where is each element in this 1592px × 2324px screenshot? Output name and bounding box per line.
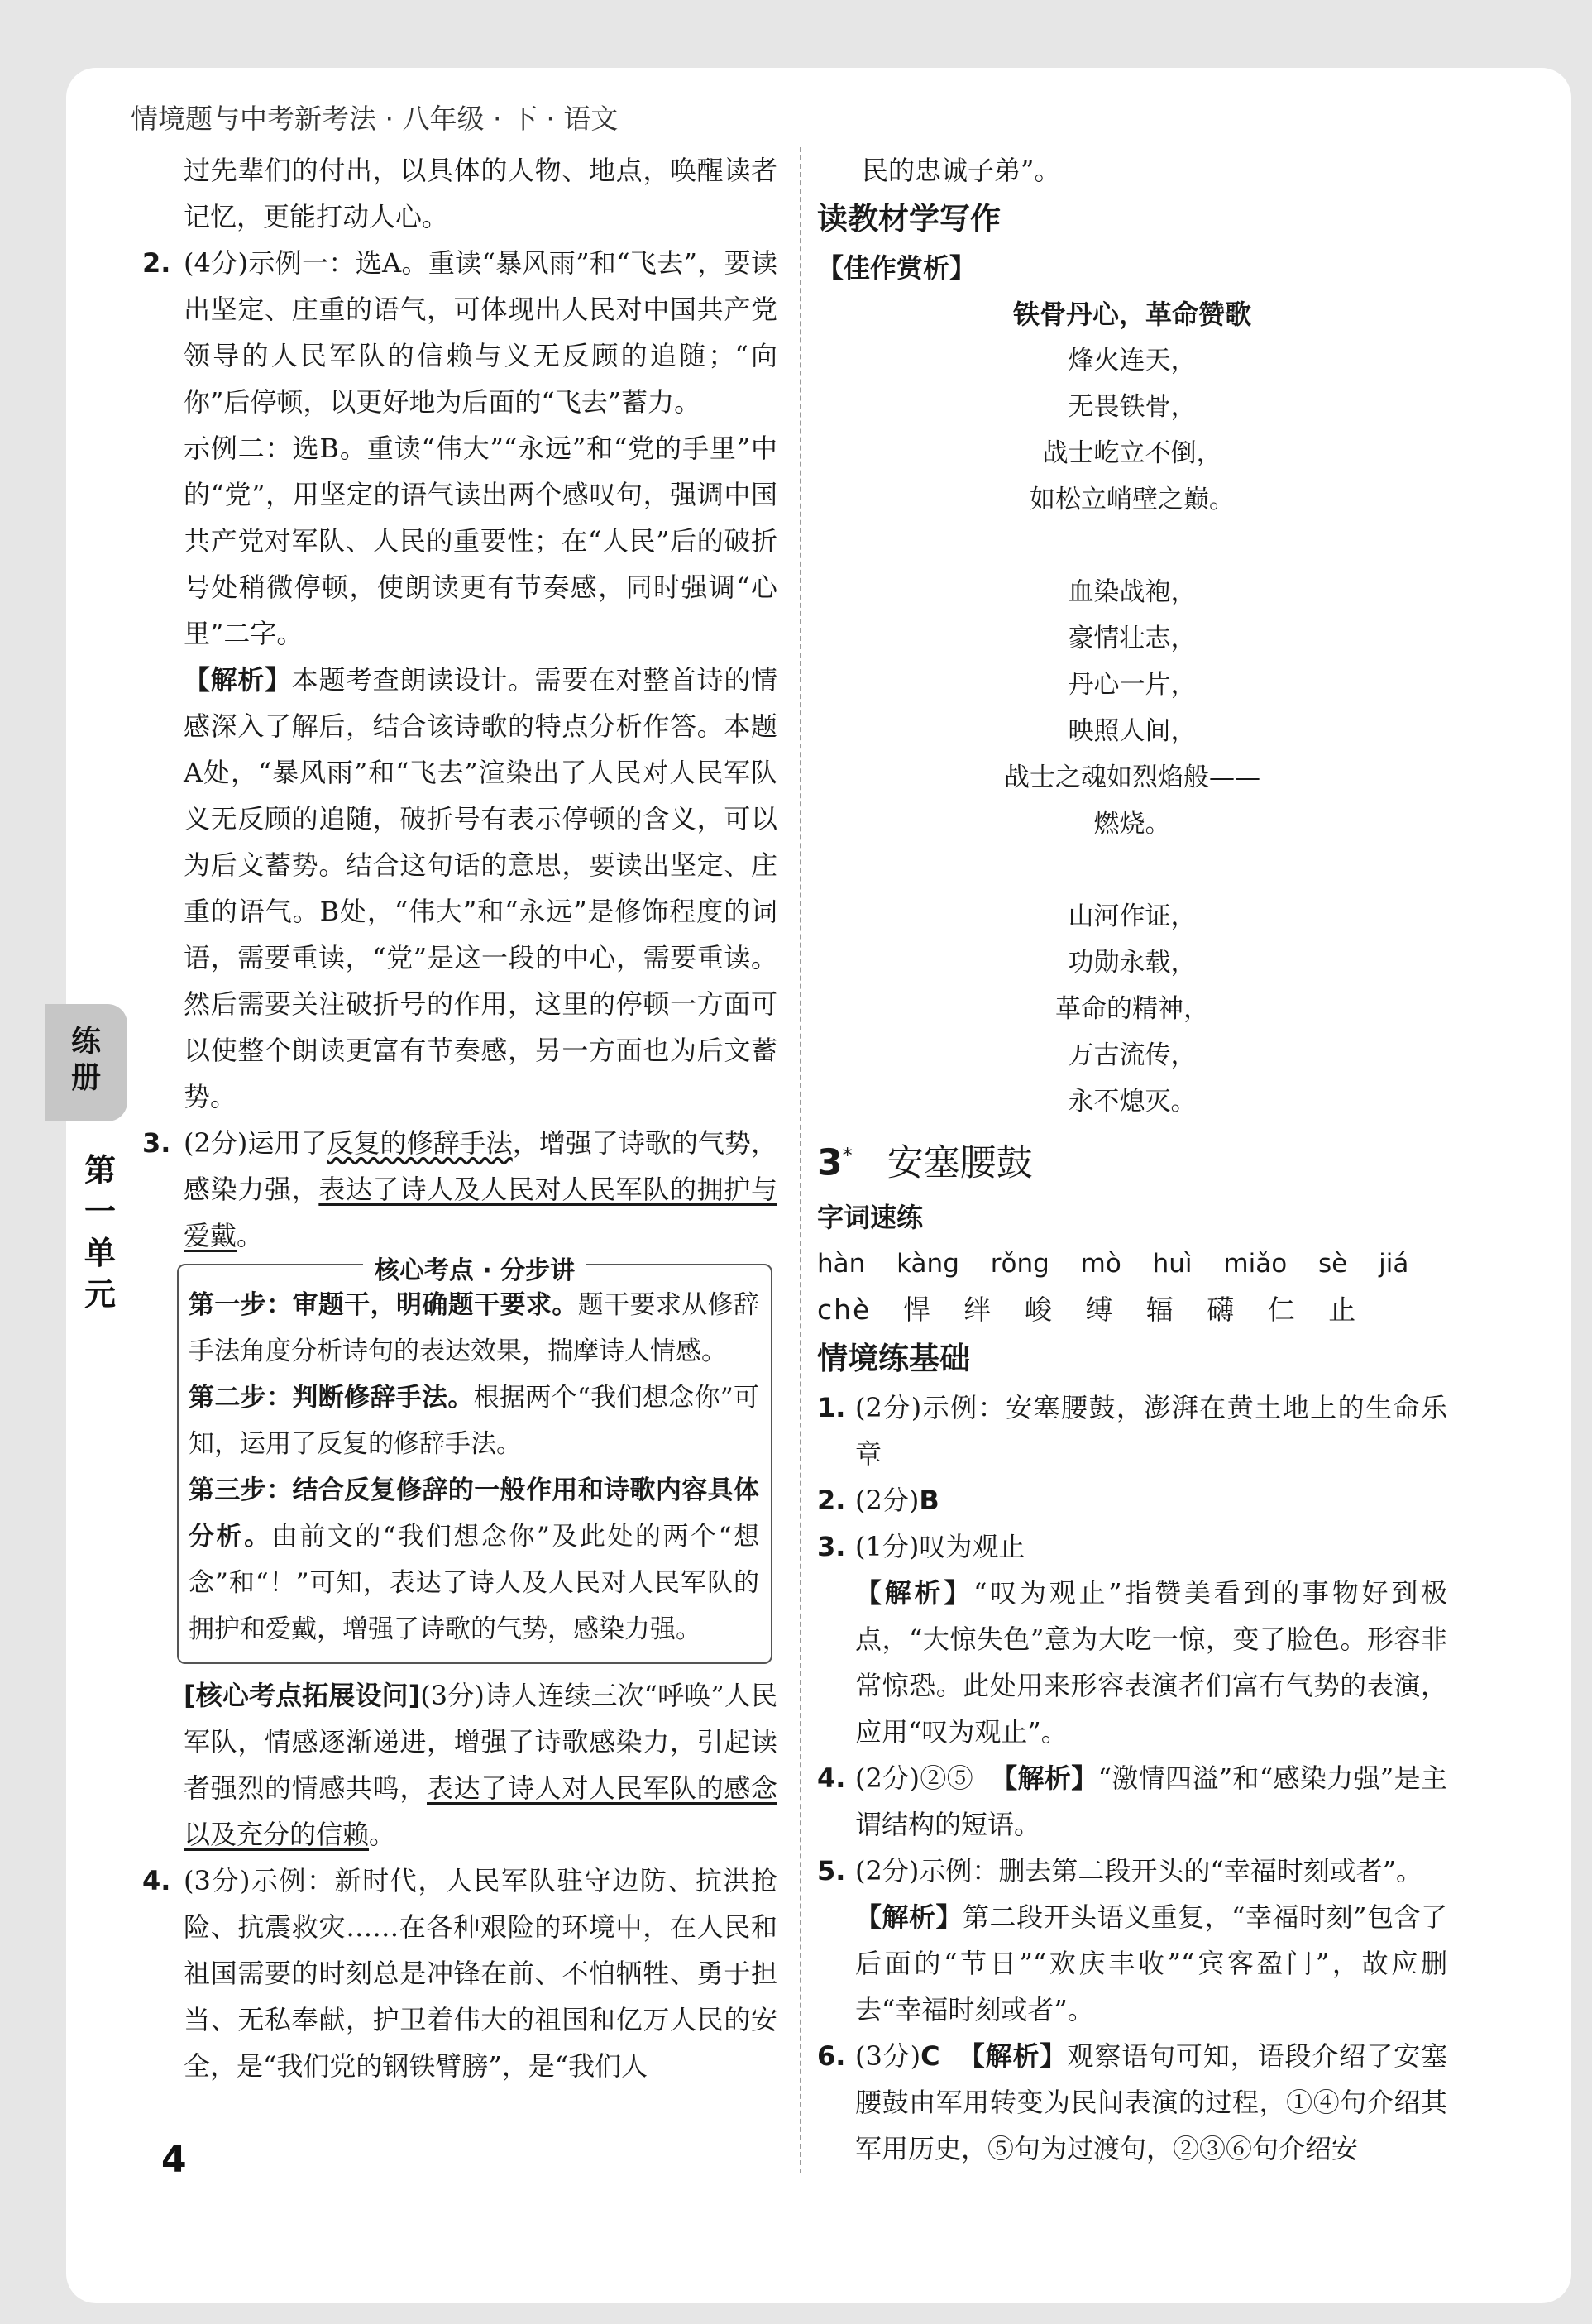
section-heading-basics: 情境练基础 [817, 1340, 970, 1376]
character-row: chè 悍 绊 峻 缚 辐 礴 仁 止 [817, 1293, 1358, 1326]
answer-item-4 [142, 1858, 777, 2089]
side-tab-char: 册 [70, 1061, 101, 1095]
item-number: 3. [817, 1530, 846, 1562]
box-title: 核心考点 · 分步讲 [363, 1256, 586, 1285]
page-header: 情境题与中考新考法 · 八年级 · 下 · 语文 [131, 103, 619, 135]
answer-item-2 [817, 1477, 1447, 1523]
answer-text [855, 1477, 1447, 1523]
answer-text: 示例二：选B。重读“伟大”“永远”和“党的手里”中的“党”，用坚定的语气读出两个感叹句，强调中国共产党对军队、人民的重要性；在“人民”后的破折号处稍微停顿，使朗读更有节奏感，同时强调“心里”二字。 [184, 433, 777, 649]
choice-answer: B [919, 1484, 939, 1516]
side-tab-char: 练 [70, 1025, 101, 1059]
poem-line: 功勋永载， [1068, 948, 1197, 978]
analysis-tag: 【解析】 [958, 2039, 1068, 2072]
answer-item-3 [817, 1523, 1447, 1755]
answer-body: (2分)②⑤ [855, 1762, 974, 1794]
column-divider [800, 147, 801, 2173]
analysis-body: “叹为观止”指赞美看到的事物好到极点，“大惊失色”意为大吃一惊，变了脸色。形容非常惊恐。此处用来形容表演者们富有气势的表演，应用“叹为观止”。 [855, 1576, 1447, 1748]
analysis-text [184, 657, 777, 1120]
step-heading: 第二步：判断修辞手法。 [189, 1383, 474, 1413]
unit-char: 第 [84, 1152, 116, 1188]
unit-char: 一 [84, 1193, 116, 1230]
answer-fragment: (2分)运用了 [184, 1127, 327, 1159]
key-point-underline: 表达了诗人对人民军队的感念以及充分的信赖 [184, 1772, 777, 1850]
choice-answer: C [920, 2039, 940, 2072]
item-number: 2. [142, 247, 171, 279]
extension-question [184, 1672, 777, 1858]
analysis-text [855, 1894, 1447, 2033]
answer-text: (1分)叹为观止 [855, 1530, 1025, 1562]
poem-line: 丹心一片， [1068, 670, 1197, 700]
poem-line: 山河作证， [1068, 901, 1197, 931]
step-body: 由前文的“我们想念你”及此处的两个“想念”和“！”可知，表达了诗人及人民对人民军队的拥护和爱戴，增强了诗歌的气势，感染力强。 [189, 1522, 760, 1644]
analysis-body: 本题考查朗读设计。需要在对整首诗的情感深入了解后，结合该诗歌的特点分析作答。本题A处，“暴风雨”和“飞去”渲染出了人民对人民军队义无反顾的追随，破折号有表示停顿的含义，可以为后文蓄势。结合这句话的意思，要读出坚定、庄重的语气。B处，“伟大”和“永远”是修饰程度的词语，需要重读，“党”是这一段的中心，需要重读。然后需要关注破折号的作用，这里的停顿一方面可以使整个朗读更富有节奏感，另一方面也为后文蓄势。 [184, 664, 777, 1112]
answer-item-1 [817, 1384, 1447, 1477]
answer-item-4 [817, 1755, 1447, 1848]
extension-end: 。 [369, 1819, 396, 1850]
unit-char: 元 [84, 1276, 116, 1313]
poem-line: 无畏铁骨， [1068, 392, 1197, 422]
poem-line: 革命的精神， [1055, 994, 1209, 1024]
side-tab-workbook [45, 1004, 127, 1121]
answer-continuation: 过先辈们的付出，以具体的人物、地点，唤醒读者记忆，更能打动人心。 [184, 155, 777, 232]
analysis-tag: 【解析】 [855, 1901, 963, 1933]
poem-line: 战士屹立不倒， [1042, 438, 1222, 468]
answer-text: (2分)示例：安塞腰鼓，澎湃在黄土地上的生命乐章 [855, 1391, 1447, 1470]
right-column [817, 147, 1447, 2172]
analysis-tag: 【解析】 [855, 1576, 974, 1609]
step-heading: 第一步：审题干，明确题干要求。 [189, 1290, 578, 1320]
poem-line: 豪情壮志， [1068, 624, 1197, 653]
page-number: 4 [161, 2139, 187, 2181]
sample-essay-tag: 【佳作赏析】 [817, 252, 977, 284]
key-point-wavy: 反复的修辞手法 [327, 1127, 513, 1159]
extension-body: (3分)诗人连续三次“呼唤”人民军队，情感逐渐递进，增强了诗歌感染力，引起读者强烈的情感共鸣， [184, 1680, 777, 1804]
lesson-number: 3 [817, 1141, 843, 1184]
answer-item-6 [817, 2033, 1447, 2172]
answer-text: (4分)示例一：选A。重读“暴风雨”和“飞去”，要读出坚定、庄重的语气，可体现出人民对中国共产党领导的人民军队的信赖与义无反顾的追随；“向你”后停顿，以更好地为后面的“飞去”蓄力。 [184, 247, 777, 418]
answer-fragment: ，增强了诗歌的气势，感染力强， [184, 1127, 777, 1205]
analysis-body: 观察语句可知，语段介绍了安塞腰鼓由军用转变为民间表演的过程，①④句介绍其军用历史，⑤句为过渡句，②③⑥句介绍安 [855, 2039, 1447, 2164]
answer-item-3 [142, 1120, 777, 1259]
poem-line: 万古流传， [1068, 1040, 1197, 1070]
poem-line: 烽火连天， [1068, 346, 1197, 375]
poem-line: 永不熄灭。 [1068, 1087, 1197, 1117]
poem-line: 映照人间， [1068, 716, 1197, 746]
item-number: 6. [817, 2039, 846, 2072]
answer-text [855, 1755, 1447, 1848]
answer-text [184, 1120, 777, 1259]
answer-text [855, 2033, 1447, 2172]
unit-label [79, 1150, 121, 1315]
step-1 [189, 1282, 759, 1375]
item-number: 5. [817, 1854, 846, 1886]
answer-item-2 [142, 240, 777, 1120]
section-heading-writing: 读教材学写作 [817, 201, 1001, 237]
poem-stanza [817, 337, 1447, 523]
lesson-name: 安塞腰鼓 [887, 1141, 1033, 1184]
score: (3分) [855, 2039, 921, 2072]
item-number: 4. [142, 1865, 171, 1896]
poem-line: 如松立峭壁之巅。 [1030, 485, 1235, 514]
item-number: 3. [142, 1127, 171, 1159]
section-heading-vocab: 字词速练 [817, 1201, 924, 1233]
answer-continuation: 民的忠诚子弟”。 [862, 155, 1061, 186]
poem-line: 血染战袍， [1068, 577, 1197, 607]
item-number: 1. [817, 1391, 846, 1423]
item-number: 4. [817, 1762, 846, 1794]
poem-body [817, 337, 1447, 1125]
analysis-tag: 【解析】 [991, 1762, 1098, 1794]
key-point-underline: 表达了诗人及人民对人民军队的拥护与爱戴 [184, 1174, 777, 1251]
step-3 [189, 1467, 759, 1652]
unit-char: 单 [84, 1235, 116, 1271]
analysis-tag: 【解析】 [184, 664, 292, 696]
analysis-body: 第二段开头语义重复，“幸福时刻”包含了后面的“节日”“欢庆丰收”“宾客盈门”，故应删去“幸福时刻或者”。 [855, 1901, 1447, 2025]
analysis-text [855, 1570, 1447, 1755]
left-column [142, 147, 777, 2089]
score: (2分) [855, 1484, 920, 1516]
lesson-star: * [842, 1144, 853, 1167]
step-2 [189, 1375, 759, 1467]
step-body: 题干要求从修辞手法角度分析诗句的表达效果，揣摩诗人情感。 [189, 1290, 760, 1366]
poem-stanza [817, 569, 1447, 847]
analysis-body: “激情四溢”和“感染力强”是主谓结构的短语。 [855, 1762, 1447, 1840]
item-number: 2. [817, 1484, 846, 1516]
lesson-title [817, 1125, 1447, 1194]
poem-stanza [817, 893, 1447, 1125]
step-heading: 第三步：结合反复修辞的一般作用和诗歌内容具体分析。 [189, 1475, 759, 1552]
extension-tag: [核心考点拓展设问] [184, 1680, 421, 1711]
poem-line: 燃烧。 [1093, 809, 1171, 839]
pinyin-row: hàn kàng rǒng mò huì miǎo sè jiá [817, 1248, 1409, 1279]
poem-title: 铁骨丹心，革命赞歌 [1012, 299, 1251, 330]
answer-fragment: 。 [237, 1220, 264, 1251]
step-explanation-box [177, 1256, 772, 1664]
answer-text: (3分)示例：新时代，人民军队驻守边防、抗洪抢险、抗震救灾……在各种艰险的环境中，在人民和祖国需要的时刻总是冲锋在前、不怕牺牲、勇于担当、无私奉献，护卫着伟大的祖国和亿万人民的安全，是“我们党的钢铁臂膀”，是“我们人 [184, 1865, 777, 2082]
answer-item-5 [817, 1848, 1447, 2033]
step-body: 根据两个“我们想念你”可知，运用了反复的修辞手法。 [189, 1383, 759, 1459]
poem-line: 战士之魂如烈焰般—— [1004, 763, 1260, 792]
answer-text: (2分)示例：删去第二段开头的“幸福时刻或者”。 [855, 1854, 1423, 1886]
